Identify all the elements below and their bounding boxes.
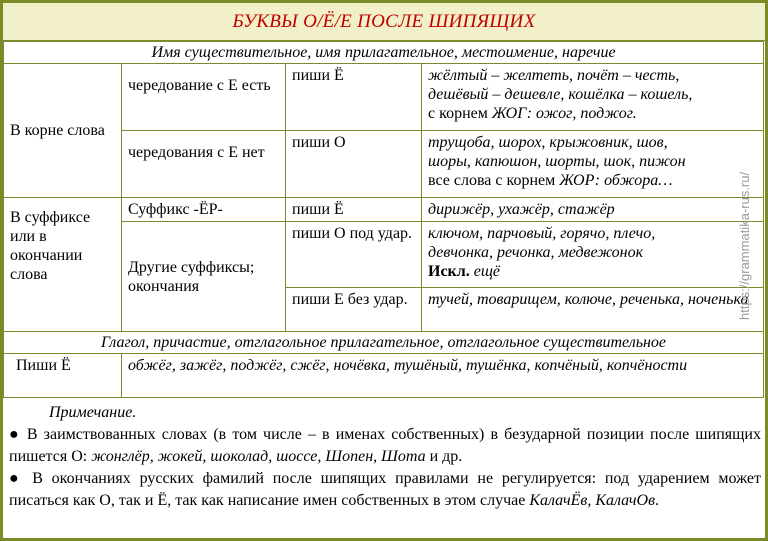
rule-cell: пиши О под удар.	[286, 222, 422, 288]
example-line: дешёвый – дешевле, кошёлка – кошель,	[428, 86, 693, 103]
note-examples: жонглёр, жокей, шоколад, шоссе, Шопен, Шота	[91, 448, 426, 465]
note-text: ● В заимствованных словах (в том числе – в именах собственных) в безударной позиции после шипящих пишется О:	[9, 426, 761, 465]
example-prefix: все слова с корнем	[428, 172, 560, 189]
example-prefix: с корнем	[428, 105, 492, 122]
page-title: БУКВЫ О/Ё/Е ПОСЛЕ ШИПЯЩИХ	[3, 3, 765, 41]
table-row	[4, 64, 764, 131]
note-block	[3, 402, 767, 512]
watermark-url: https://grammatika-rus.ru/	[737, 171, 752, 320]
example-line: трущоба, шорох, крыжовник, шов,	[428, 134, 668, 151]
note-text: .	[655, 492, 660, 509]
section-header-row	[4, 332, 764, 354]
condition-cell: чередование с Е есть	[122, 64, 286, 131]
example-root: ЖОГ: ожог, поджог.	[491, 105, 637, 122]
section-header-nouns: Имя существительное, имя прилагательное, местоимение, наречие	[4, 42, 764, 64]
rule-cell: Пиши Ё	[4, 354, 122, 398]
category-root: В корне слова	[4, 64, 122, 198]
note-text: ● В окончаниях русских фамилий после шипящих правилами не регулируется: под ударением может писаться как О, так и Ё, так как написание имен собственных в этом случае	[9, 470, 761, 509]
rule-cell: пиши Е без удар.	[286, 288, 422, 332]
note-paragraph	[9, 424, 761, 468]
example-line: шоры, капюшон, шорты, шок, пижон	[428, 153, 686, 170]
condition-cell: Другие суффиксы; окончания	[122, 222, 286, 332]
condition-cell: Суффикс -ЁР-	[122, 198, 286, 222]
example-root: ЖОР: обжора…	[559, 172, 673, 189]
table-row	[4, 354, 764, 398]
rule-cell: пиши Ё	[286, 198, 422, 222]
example-line: девчонка, речонка, медвежонок	[428, 244, 644, 261]
note-examples: КалачЁв, КалачОв	[529, 492, 656, 509]
note-paragraph	[9, 468, 761, 512]
exception-word: ещё	[473, 263, 501, 280]
category-suffix: В суффиксе или в окончании слова	[4, 198, 122, 332]
examples-cell: обжёг, зажёг, поджёг, сжёг, ночёвка, тушёный, тушёнка, копчёный, копчёности	[122, 354, 764, 398]
exception-line	[428, 262, 757, 281]
examples-cell: тучей, товарищем, колюче, реченька, ноченька	[422, 288, 764, 332]
examples-cell	[422, 131, 764, 198]
example-line	[428, 171, 757, 190]
note-text: и др.	[425, 448, 463, 465]
exception-label: Искл.	[428, 263, 470, 280]
table-row	[4, 198, 764, 222]
rule-cell: пиши О	[286, 131, 422, 198]
examples-cell	[422, 222, 764, 288]
rule-cell: пиши Ё	[286, 64, 422, 131]
example-line	[428, 104, 757, 123]
examples-cell	[422, 64, 764, 131]
example-line: ключом, парчовый, горячо, плечо,	[428, 225, 656, 242]
example-line: жёлтый – желтеть, почёт – честь,	[428, 67, 680, 84]
examples-cell: дирижёр, ухажёр, стажёр	[422, 198, 764, 222]
rules-table	[3, 41, 764, 398]
note-title: Примечание.	[49, 404, 137, 421]
section-header-row	[4, 42, 764, 64]
condition-cell: чередования с Е нет	[122, 131, 286, 198]
section-header-verbs: Глагол, причастие, отглагольное прилагательное, отглагольное существительное	[4, 332, 764, 354]
